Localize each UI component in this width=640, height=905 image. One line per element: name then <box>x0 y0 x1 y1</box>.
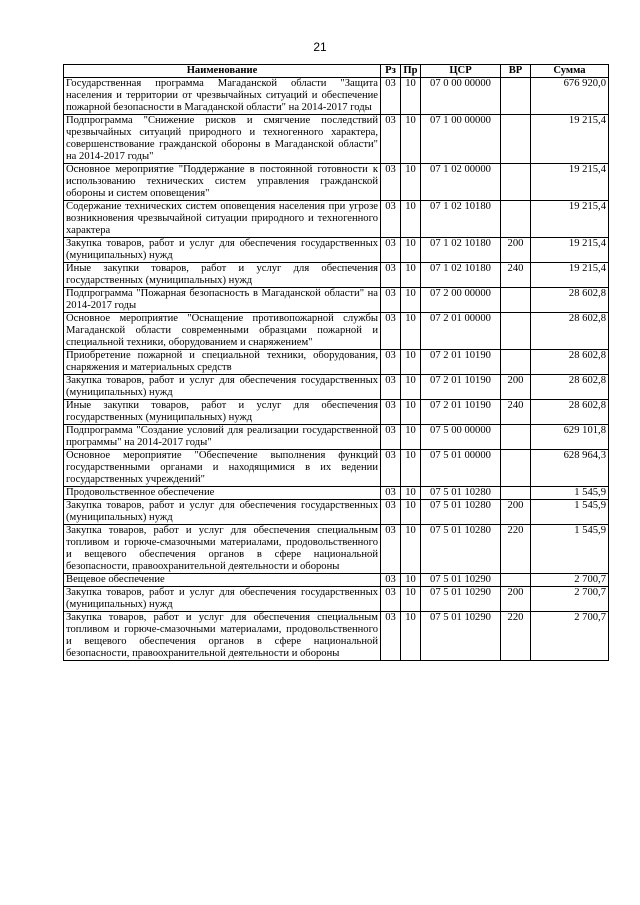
cell-rz: 03 <box>381 375 401 400</box>
cell-name: Закупка товаров, работ и услуг для обеспечения государственных (муниципальных) нужд <box>64 587 381 612</box>
table-row <box>64 164 609 201</box>
cell-csr: 07 2 01 10190 <box>421 350 501 375</box>
cell-pr: 10 <box>401 587 421 612</box>
cell-csr: 07 1 00 00000 <box>421 115 501 164</box>
cell-name: Содержание технических систем оповещения населения при угрозе возникновения чрезвычайной ситуации природного и техногенного характера <box>64 201 381 238</box>
cell-rz: 03 <box>381 115 401 164</box>
cell-csr: 07 1 02 10180 <box>421 201 501 238</box>
cell-vr: 200 <box>501 587 531 612</box>
cell-csr: 07 5 01 10280 <box>421 525 501 574</box>
cell-pr: 10 <box>401 288 421 313</box>
cell-csr: 07 1 02 00000 <box>421 164 501 201</box>
cell-sum: 19 215,4 <box>531 263 609 288</box>
header-csr: ЦСР <box>421 65 501 78</box>
cell-sum: 1 545,9 <box>531 525 609 574</box>
cell-vr: 200 <box>501 238 531 263</box>
cell-sum: 19 215,4 <box>531 115 609 164</box>
header-name: Наименование <box>64 65 381 78</box>
cell-name: Закупка товаров, работ и услуг для обеспечения государственных (муниципальных) нужд <box>64 500 381 525</box>
cell-vr <box>501 164 531 201</box>
cell-name: Основное мероприятие "Оснащение противопожарной службы Магаданской области современными образцами пожарной и специальной техники, оборудованием и снаряжением" <box>64 313 381 350</box>
table-row <box>64 574 609 587</box>
header-vr: ВР <box>501 65 531 78</box>
cell-name: Приобретение пожарной и специальной техники, оборудования, снаряжения и материальных средств <box>64 350 381 375</box>
page-number: 21 <box>313 40 327 54</box>
cell-rz: 03 <box>381 313 401 350</box>
table-row <box>64 78 609 115</box>
cell-vr: 220 <box>501 612 531 661</box>
cell-csr: 07 2 01 10190 <box>421 375 501 400</box>
table-row <box>64 400 609 425</box>
cell-sum: 28 602,8 <box>531 313 609 350</box>
cell-vr <box>501 350 531 375</box>
cell-vr <box>501 450 531 487</box>
cell-vr <box>501 574 531 587</box>
cell-pr: 10 <box>401 78 421 115</box>
cell-sum: 2 700,7 <box>531 587 609 612</box>
cell-pr: 10 <box>401 425 421 450</box>
cell-sum: 28 602,8 <box>531 350 609 375</box>
cell-rz: 03 <box>381 238 401 263</box>
cell-rz: 03 <box>381 288 401 313</box>
cell-vr: 240 <box>501 400 531 425</box>
cell-pr: 10 <box>401 263 421 288</box>
budget-table <box>63 64 609 661</box>
cell-sum: 28 602,8 <box>531 375 609 400</box>
cell-name: Иные закупки товаров, работ и услуг для обеспечения государственных (муниципальных) нужд <box>64 400 381 425</box>
cell-pr: 10 <box>401 500 421 525</box>
table-row <box>64 288 609 313</box>
cell-vr <box>501 288 531 313</box>
cell-name: Закупка товаров, работ и услуг для обеспечения специальным топливом и горюче-смазочными материалами, продовольственного и вещевого обеспечения органов в сфере национальной безопасности, правоохранительной деятельности и обороны <box>64 525 381 574</box>
cell-name: Подпрограмма "Пожарная безопасность в Магаданской области" на 2014-2017 годы <box>64 288 381 313</box>
cell-rz: 03 <box>381 450 401 487</box>
cell-rz: 03 <box>381 400 401 425</box>
cell-csr: 07 2 00 00000 <box>421 288 501 313</box>
cell-name: Закупка товаров, работ и услуг для обеспечения специальным топливом и горюче-смазочными материалами, продовольственного и вещевого обеспечения органов в сфере национальной безопасности, правоохранительной деятельности и обороны <box>64 612 381 661</box>
cell-csr: 07 5 00 00000 <box>421 425 501 450</box>
cell-csr: 07 5 01 10290 <box>421 587 501 612</box>
header-pr: Пр <box>401 65 421 78</box>
table-row <box>64 350 609 375</box>
cell-csr: 07 2 01 00000 <box>421 313 501 350</box>
table-row <box>64 525 609 574</box>
cell-name: Основное мероприятие "Поддержание в постоянной готовности к использованию технических систем управления гражданской обороны и систем оповещения" <box>64 164 381 201</box>
cell-pr: 10 <box>401 238 421 263</box>
table-row <box>64 201 609 238</box>
cell-csr: 07 0 00 00000 <box>421 78 501 115</box>
cell-sum: 628 964,3 <box>531 450 609 487</box>
table-header-row <box>64 65 609 78</box>
cell-csr: 07 5 01 00000 <box>421 450 501 487</box>
cell-vr <box>501 201 531 238</box>
cell-sum: 1 545,9 <box>531 500 609 525</box>
cell-rz: 03 <box>381 263 401 288</box>
cell-name: Основное мероприятие "Обеспечение выполнения функций государственными органами и находящимися в их ведении государственных учреждений" <box>64 450 381 487</box>
table-row <box>64 500 609 525</box>
cell-sum: 28 602,8 <box>531 288 609 313</box>
cell-rz: 03 <box>381 525 401 574</box>
cell-vr: 220 <box>501 525 531 574</box>
cell-pr: 10 <box>401 375 421 400</box>
cell-csr: 07 1 02 10180 <box>421 238 501 263</box>
cell-rz: 03 <box>381 574 401 587</box>
cell-csr: 07 5 01 10280 <box>421 500 501 525</box>
table-row <box>64 375 609 400</box>
cell-sum: 19 215,4 <box>531 164 609 201</box>
cell-name: Продовольственное обеспечение <box>64 487 381 500</box>
table-row <box>64 115 609 164</box>
cell-pr: 10 <box>401 313 421 350</box>
cell-csr: 07 1 02 10180 <box>421 263 501 288</box>
cell-sum: 19 215,4 <box>531 238 609 263</box>
header-rz: Рз <box>381 65 401 78</box>
cell-pr: 10 <box>401 164 421 201</box>
cell-rz: 03 <box>381 612 401 661</box>
table-body <box>64 78 609 661</box>
cell-vr: 200 <box>501 375 531 400</box>
cell-sum: 28 602,8 <box>531 400 609 425</box>
cell-name: Иные закупки товаров, работ и услуг для обеспечения государственных (муниципальных) нужд <box>64 263 381 288</box>
cell-vr <box>501 425 531 450</box>
cell-name: Подпрограмма "Создание условий для реализации государственной программы" на 2014-2017 годы" <box>64 425 381 450</box>
cell-rz: 03 <box>381 587 401 612</box>
table-row <box>64 612 609 661</box>
cell-vr <box>501 78 531 115</box>
table-row <box>64 587 609 612</box>
cell-pr: 10 <box>401 350 421 375</box>
cell-rz: 03 <box>381 164 401 201</box>
cell-csr: 07 5 01 10280 <box>421 487 501 500</box>
table-row <box>64 238 609 263</box>
cell-name: Закупка товаров, работ и услуг для обеспечения государственных (муниципальных) нужд <box>64 238 381 263</box>
cell-vr: 240 <box>501 263 531 288</box>
cell-pr: 10 <box>401 612 421 661</box>
cell-name: Вещевое обеспечение <box>64 574 381 587</box>
cell-name: Государственная программа Магаданской области "Защита населения и территории от чрезвычайных ситуаций и обеспечение пожарной безопасности в Магаданской области" на 2014-2017 годы <box>64 78 381 115</box>
cell-pr: 10 <box>401 400 421 425</box>
cell-rz: 03 <box>381 425 401 450</box>
cell-csr: 07 5 01 10290 <box>421 574 501 587</box>
cell-pr: 10 <box>401 115 421 164</box>
cell-rz: 03 <box>381 500 401 525</box>
cell-pr: 10 <box>401 525 421 574</box>
cell-vr <box>501 313 531 350</box>
cell-sum: 2 700,7 <box>531 612 609 661</box>
cell-pr: 10 <box>401 201 421 238</box>
cell-rz: 03 <box>381 201 401 238</box>
cell-vr: 200 <box>501 500 531 525</box>
table-row <box>64 487 609 500</box>
cell-rz: 03 <box>381 78 401 115</box>
cell-pr: 10 <box>401 574 421 587</box>
cell-vr <box>501 487 531 500</box>
cell-sum: 1 545,9 <box>531 487 609 500</box>
cell-name: Закупка товаров, работ и услуг для обеспечения государственных (муниципальных) нужд <box>64 375 381 400</box>
table-row <box>64 450 609 487</box>
table-row <box>64 313 609 350</box>
cell-sum: 2 700,7 <box>531 574 609 587</box>
cell-name: Подпрограмма "Снижение рисков и смягчение последствий чрезвычайных ситуаций природного и техногенного характера, совершенствование гражданской обороны в Магаданской области" на 2014-2017 годы" <box>64 115 381 164</box>
cell-csr: 07 5 01 10290 <box>421 612 501 661</box>
cell-vr <box>501 115 531 164</box>
cell-csr: 07 2 01 10190 <box>421 400 501 425</box>
cell-pr: 10 <box>401 450 421 487</box>
table-row <box>64 263 609 288</box>
cell-sum: 676 920,0 <box>531 78 609 115</box>
cell-sum: 19 215,4 <box>531 201 609 238</box>
table-row <box>64 425 609 450</box>
cell-rz: 03 <box>381 350 401 375</box>
cell-pr: 10 <box>401 487 421 500</box>
cell-sum: 629 101,8 <box>531 425 609 450</box>
header-sum: Сумма <box>531 65 609 78</box>
cell-rz: 03 <box>381 487 401 500</box>
